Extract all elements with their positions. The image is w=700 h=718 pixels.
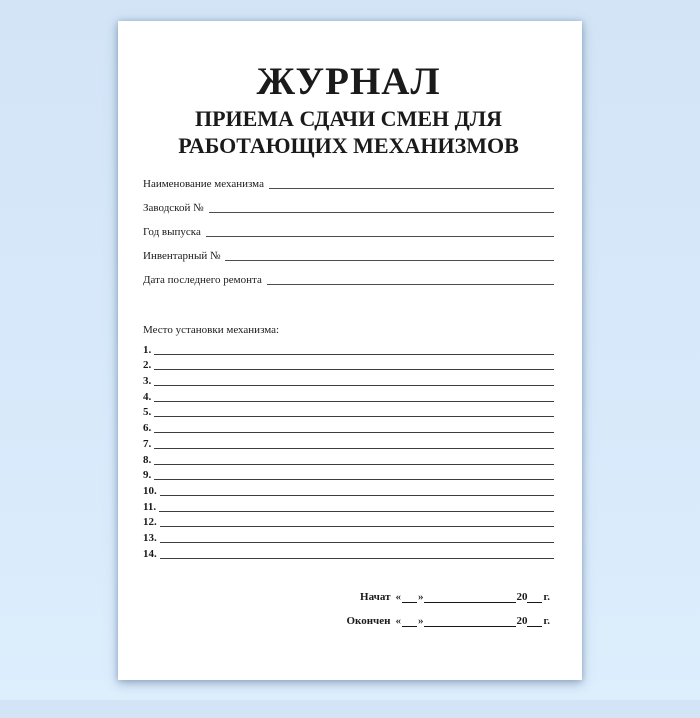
location-line-row xyxy=(143,434,554,450)
location-line-row xyxy=(143,403,554,419)
blank-line xyxy=(154,461,554,465)
journal-subtitle-line1: ПРИЕМА СДАЧИ СМЕН ДЛЯ xyxy=(194,106,503,131)
blank-line xyxy=(160,492,554,496)
blank-line xyxy=(160,539,554,543)
started-label: Начат xyxy=(360,590,391,603)
installation-location-label: Место установки механизма: xyxy=(143,324,280,336)
field-label: Инвентарный № xyxy=(143,250,221,262)
field-blank-line xyxy=(267,281,554,285)
open-quote: « xyxy=(395,590,401,603)
line-number: 2. xyxy=(143,359,152,372)
blank-line xyxy=(154,413,554,417)
location-line-row xyxy=(143,418,554,434)
blank-line xyxy=(154,382,554,386)
blank-line xyxy=(154,429,554,433)
field-blank-line xyxy=(206,233,554,237)
blank-line xyxy=(160,523,554,527)
field-row-mechanism-name xyxy=(143,167,554,191)
blank-line xyxy=(154,398,554,402)
journal-finished-row xyxy=(143,604,550,628)
location-line-row xyxy=(143,466,554,482)
field-label: Год выпуска xyxy=(143,226,201,238)
open-quote: « xyxy=(395,614,401,627)
year-prefix: 20 xyxy=(516,614,528,627)
line-number: 11. xyxy=(143,500,157,513)
field-blank-line xyxy=(209,209,554,213)
installation-location-lines xyxy=(143,340,554,560)
month-blank-line xyxy=(424,599,516,603)
field-label: Дата последнего ремонта xyxy=(143,274,262,286)
header-fields xyxy=(143,167,554,287)
location-line-row xyxy=(143,340,554,356)
field-blank-line xyxy=(269,185,554,189)
line-number: 14. xyxy=(143,547,157,560)
location-line-row xyxy=(143,513,554,529)
day-blank-line xyxy=(402,623,417,627)
line-number: 4. xyxy=(143,390,152,403)
blank-line xyxy=(154,476,554,480)
year-prefix: 20 xyxy=(516,590,528,603)
location-line-row xyxy=(143,481,554,497)
field-label: Заводской № xyxy=(143,202,204,214)
journal-subtitle-line2: РАБОТАЮЩИХ МЕХАНИЗМОВ xyxy=(178,133,519,158)
year-blank-line xyxy=(527,599,542,603)
field-row-factory-number xyxy=(143,191,554,215)
line-number: 1. xyxy=(143,343,152,356)
month-blank-line xyxy=(424,623,516,627)
line-number: 10. xyxy=(143,484,157,497)
close-quote: » xyxy=(417,590,424,603)
location-line-row xyxy=(143,387,554,403)
location-line-row xyxy=(143,497,554,513)
journal-title: ЖУРНАЛ xyxy=(256,60,441,103)
year-suffix-label: г. xyxy=(543,614,550,627)
line-number: 13. xyxy=(143,531,157,544)
journal-dates-footer xyxy=(143,580,554,628)
line-number: 8. xyxy=(143,453,152,466)
year-suffix-label: г. xyxy=(543,590,550,603)
field-blank-line xyxy=(225,257,554,261)
line-number: 7. xyxy=(143,437,152,450)
field-label: Наименование механизма xyxy=(143,178,264,190)
blank-line xyxy=(154,366,554,370)
line-number: 9. xyxy=(143,469,152,482)
field-row-last-repair-date xyxy=(143,263,554,287)
page-content xyxy=(118,59,582,718)
blank-line xyxy=(159,508,554,512)
location-line-row xyxy=(143,528,554,544)
blank-line xyxy=(154,351,554,355)
blank-line xyxy=(154,445,554,449)
close-quote: » xyxy=(417,614,424,627)
location-line-row xyxy=(143,371,554,387)
field-row-year-of-manufacture xyxy=(143,215,554,239)
line-number: 6. xyxy=(143,422,152,435)
location-line-row xyxy=(143,450,554,466)
line-number: 12. xyxy=(143,516,157,529)
field-row-inventory-number xyxy=(143,239,554,263)
finished-label: Окончен xyxy=(346,614,391,627)
journal-cover-page xyxy=(118,21,582,680)
location-line-row xyxy=(143,544,554,560)
year-blank-line xyxy=(527,623,542,627)
blank-line xyxy=(160,555,554,559)
journal-started-row xyxy=(143,580,550,604)
location-line-row xyxy=(143,356,554,372)
day-blank-line xyxy=(402,599,417,603)
line-number: 5. xyxy=(143,406,152,419)
line-number: 3. xyxy=(143,375,152,388)
